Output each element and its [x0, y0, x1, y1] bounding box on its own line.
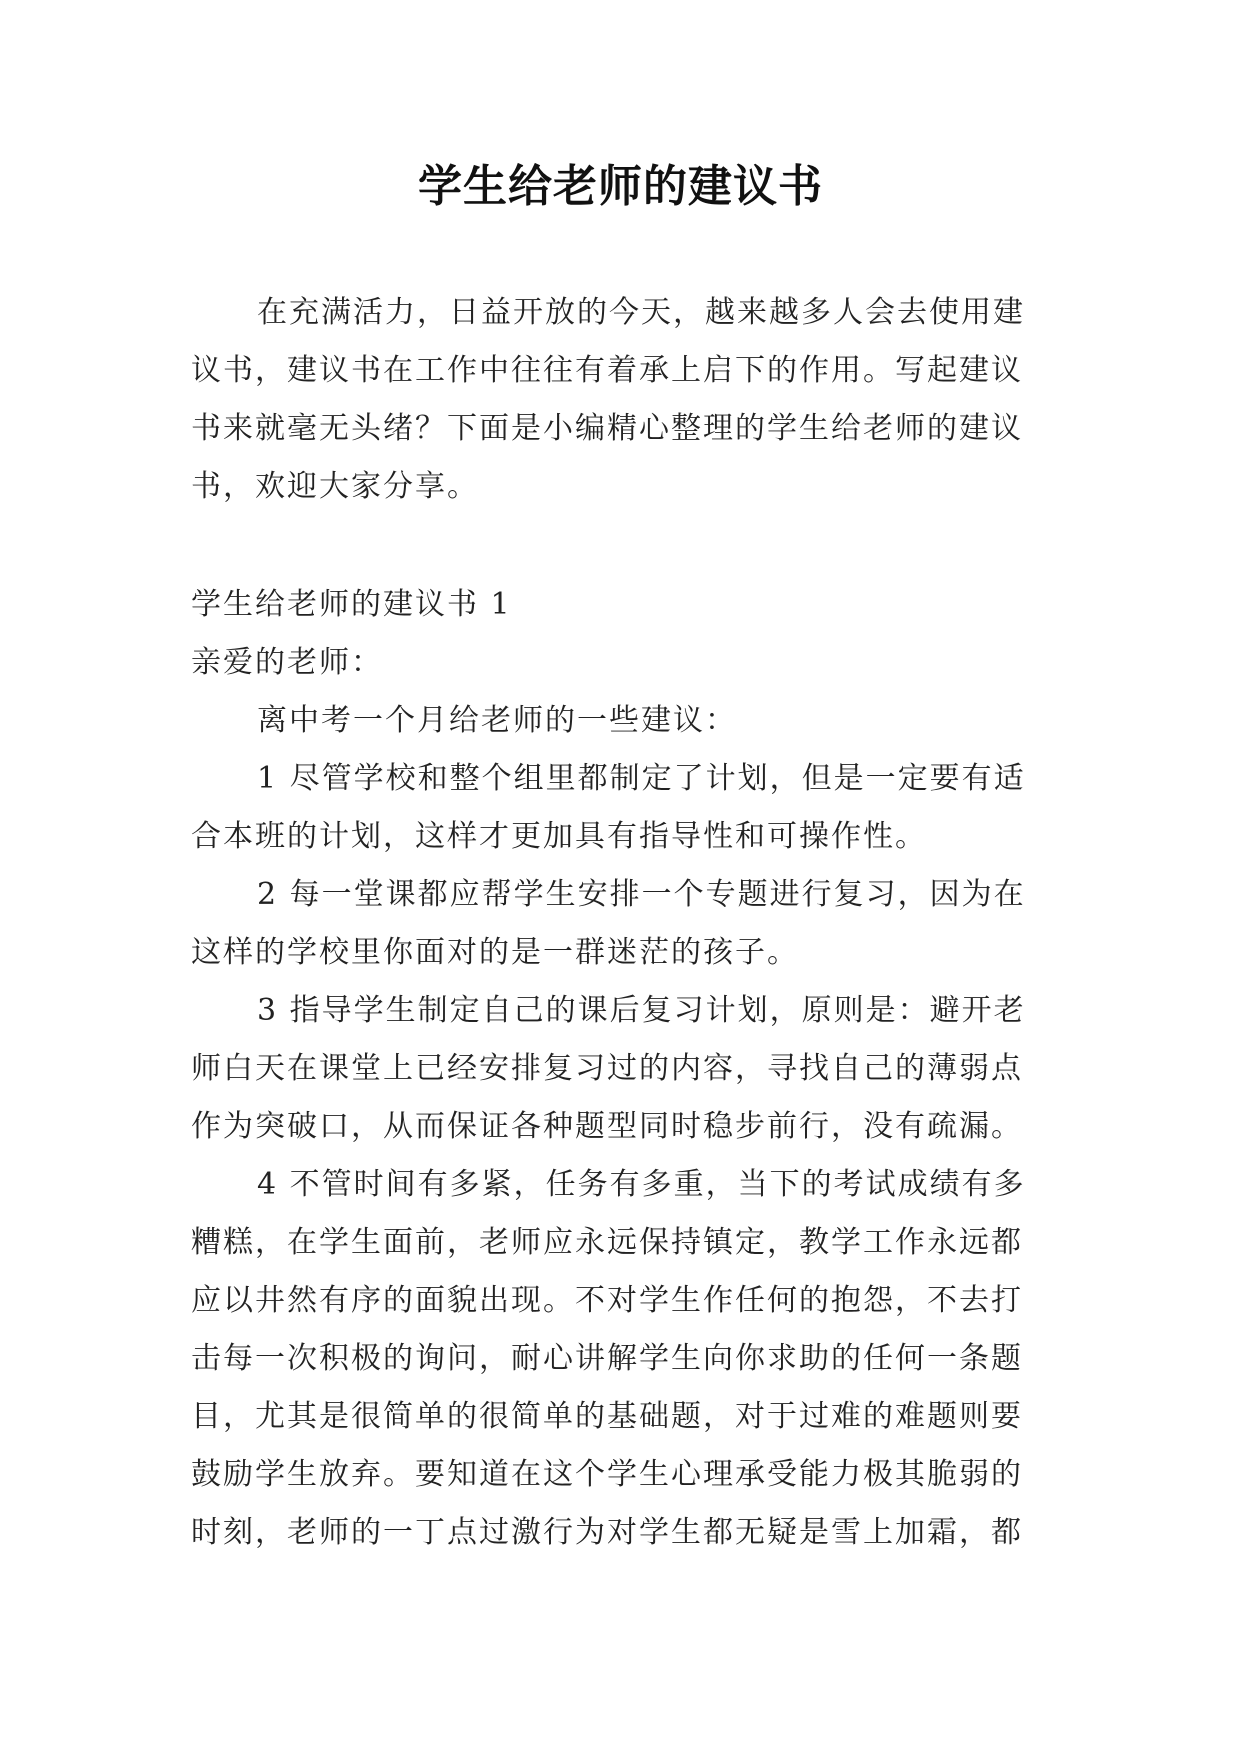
intro-paragraph: 在充满活力，日益开放的今天，越来越多人会去使用建议书，建议书在工作中往往有着承上启下的作用。写起建议书来就毫无头绪？下面是小编精心整理的学生给老师的建议书，欢迎大家分享。	[191, 295, 1025, 504]
salutation: 亲爱的老师：	[191, 645, 383, 680]
letter-paragraph: 离中考一个月给老师的一些建议：	[257, 703, 737, 738]
document-title: 学生给老师的建议书	[418, 161, 823, 212]
letter-section	[191, 576, 1051, 1562]
letter-paragraph: 4 不管时间有多紧，任务有多重，当下的考试成绩有多糟糕，在学生面前，老师应永远保持镇定，教学工作永远都应以井然有序的面貌出现。不对学生作任何的抱怨，不去打击每一次积极的询问，耐心讲解学生向你求助的任何一条题目，尤其是很简单的很简单的基础题，对于过难的难题则要鼓励学生放弃。要知道在这个学生心理承受能力极其脆弱的时刻，老师的一丁点过激行为对学生都无疑是雪上加霜，都	[191, 1167, 1026, 1550]
letter-paragraph: 1 尽管学校和整个组里都制定了计划，但是一定要有适合本班的计划，这样才更加具有指导性和可操作性。	[191, 761, 1026, 854]
letter-paragraph: 2 每一堂课都应帮学生安排一个专题进行复习，因为在这样的学校里你面对的是一群迷茫的孩子。	[191, 877, 1026, 970]
letter-paragraph: 3 指导学生制定自己的课后复习计划，原则是：避开老师白天在课堂上已经安排复习过的内容，寻找自己的薄弱点作为突破口，从而保证各种题型同时稳步前行，没有疏漏。	[191, 993, 1026, 1144]
section-heading: 学生给老师的建议书 1	[191, 587, 512, 622]
